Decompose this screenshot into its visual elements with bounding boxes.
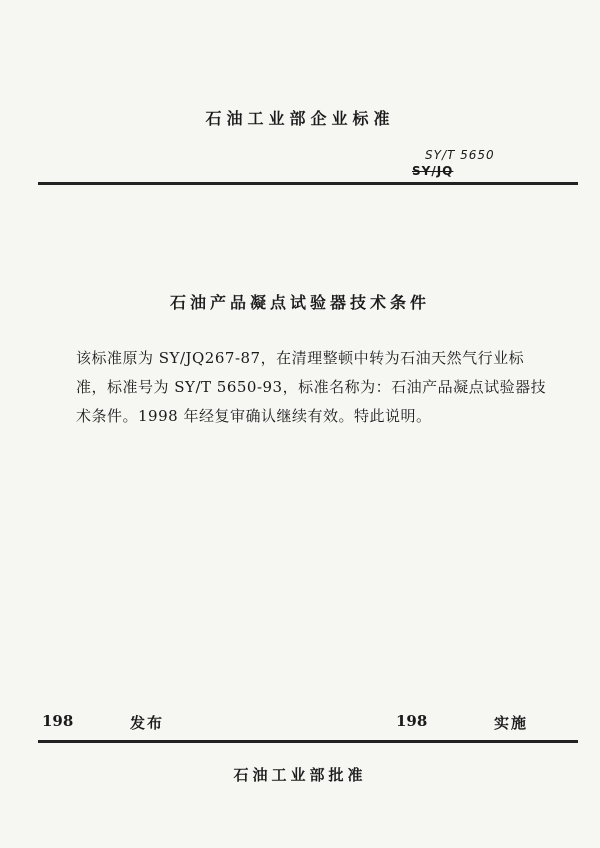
approver: 石油工业部批准 (233, 766, 367, 784)
implement-label: 实施 (494, 714, 529, 732)
publish-year: 198 (42, 712, 74, 730)
top-rule (38, 182, 578, 185)
header-title: 石油工业部企业标准 (205, 109, 395, 128)
standard-number-handwritten: SY/T 5650 (425, 148, 495, 162)
publish-label: 发布 (130, 714, 165, 732)
document-body: 该标准原为 SY/JQ267-87，在清理整顿中转为石油天然气行业标准，标准号为 SY/T 5650-93，标准名称为：石油产品凝点试验器技术条件。1998 年经复审确认继续有效。特此说明。 (76, 349, 547, 425)
bottom-rule (38, 740, 578, 743)
document-title: 石油产品凝点试验器技术条件 (169, 293, 430, 312)
standard-number-struck: SY/JQ (412, 164, 454, 178)
implement-year: 198 (396, 712, 428, 730)
